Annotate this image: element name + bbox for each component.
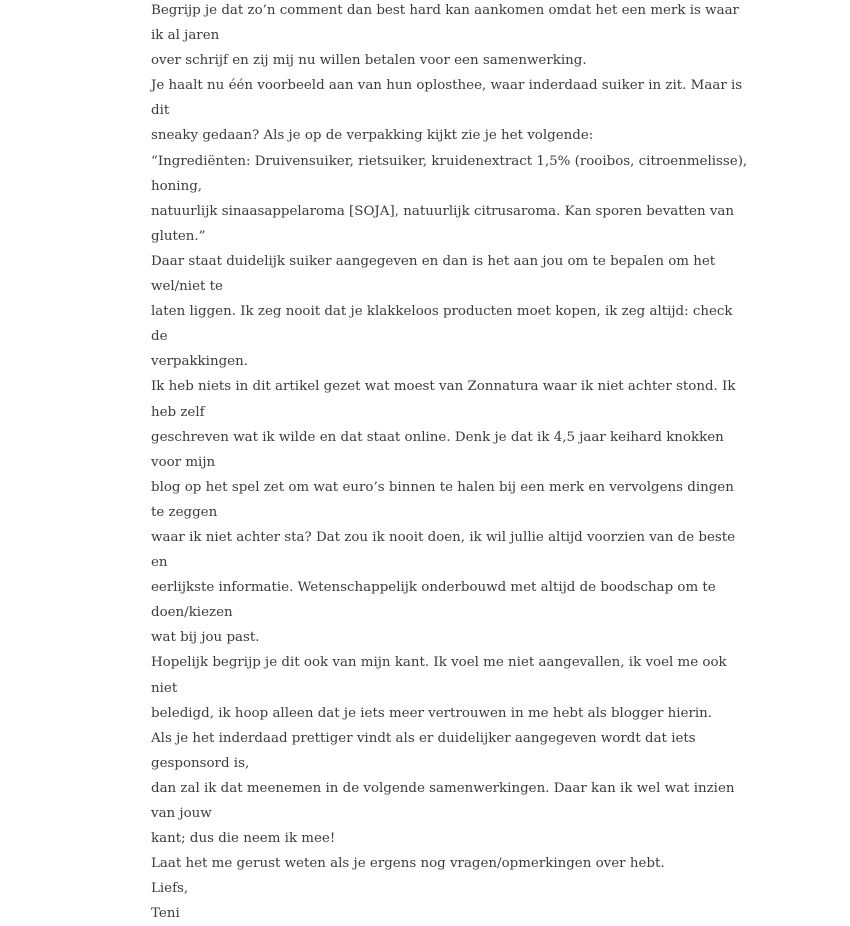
comment-paragraph-2: Je haalt nu één voorbeeld aan van hun oplosthee, waar inderdaad suiker in zit. Maar is dit sneaky gedaan? Als je op de verpakking kijkt zie je het volgende: [151, 78, 743, 144]
comment-closing: Liefs, [151, 881, 189, 897]
comment-paragraph-8: Laat het me gerust weten als je ergens nog vragen/opmerkingen over hebt. [151, 856, 665, 872]
comment-paragraph-5: Ik heb niets in dit artikel gezet wat moest van Zonnatura waar ik niet achter stond. Ik heb zelf geschreven wat ik wilde en dat staat online. Denk je dat ik 4,5 jaar keihard knokken voor mijn blog op het spel zet om wat euro’s binnen te halen bij een merk en vervolgens dingen te zeggen waar ik niet achter sta? Dat zou ik nooit doen, ik wil jullie altijd voorzien van de beste en eerlijkste informatie. Wetenschappelijk onderbouwd met altijd de boodschap om te doen/kiezen wat bij jou past. [151, 379, 736, 646]
comment-paragraph-3: “Ingrediënten: Druivensuiker, rietsuiker, kruidenextract 1,5% (rooibos, citroenmelisse), honing, natuurlijk sinaasappelaroma [SOJA], natuurlijk citrusaroma. Kan sporen bevatten van gluten.” [151, 153, 748, 244]
comment-paragraph-7: Als je het inderdaad prettiger vindt als er duidelijker aangegeven wordt dat iets gesponsord is, dan zal ik dat meenemen in de volgende samenwerkingen. Daar kan ik wel wat inzien van jouw kant; dus die neem ik mee! [151, 730, 735, 847]
comment-signature: Teni [151, 906, 180, 922]
comment-paragraph-6: Hopelijk begrijp je dit ook van mijn kant. Ik voel me niet aangevallen, ik voel me ook niet beledigd, ik hoop alleen dat je iets meer vertrouwen in me hebt als blogger hierin. [151, 655, 727, 721]
comment-body [151, 0, 751, 926]
comment-paragraph-4: Daar staat duidelijk suiker aangegeven en dan is het aan jou om te bepalen om het wel/niet te laten liggen. Ik zeg nooit dat je klakkeloos producten moet kopen, ik zeg altijd: check de verpakkingen. [151, 253, 733, 370]
comment-paragraph-1: Begrijp je dat zo’n comment dan best hard kan aankomen omdat het een merk is waar ik al jaren over schrijf en zij mij nu willen betalen voor een samenwerking. [151, 3, 739, 69]
